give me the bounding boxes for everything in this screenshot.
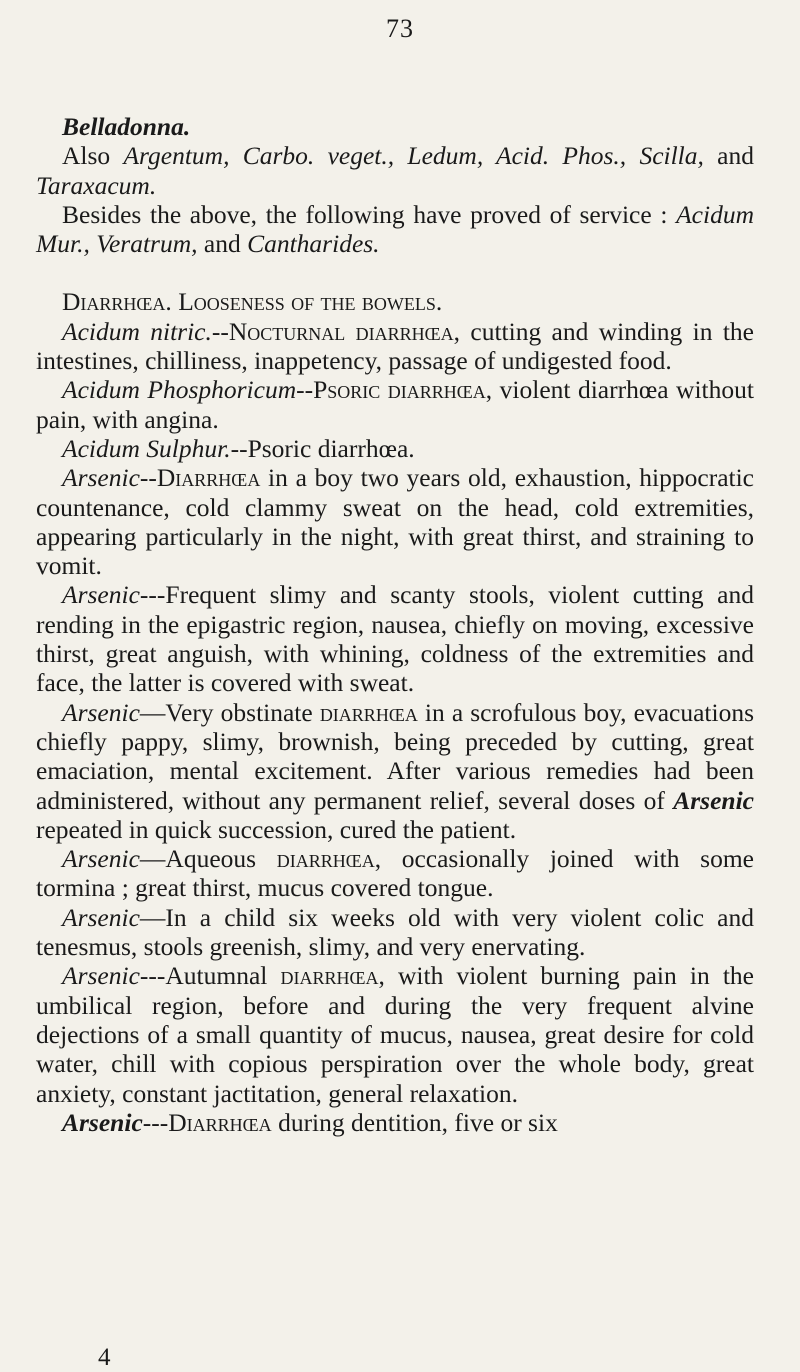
remedy-name: Arsenic bbox=[62, 580, 140, 610]
paragraph-besides bbox=[36, 200, 754, 259]
paragraph-arsenic-5 bbox=[36, 903, 754, 962]
body-text bbox=[36, 112, 754, 1137]
remedy-name: Arsenic bbox=[62, 1107, 143, 1137]
paragraph-text: in a scrofulous boy, evacuations chiefly pappy, slimy, brownish, being preceded by cutting, great emaciation, mental excitement. After various remedies had been administered, without any permanent relief, several doses of bbox=[36, 697, 754, 815]
remedy-name: Acidum Sulphur. bbox=[62, 433, 231, 463]
paragraph-text: Besides the above, the following have proved of service : bbox=[62, 199, 677, 229]
paragraph-text: Also bbox=[62, 141, 124, 171]
paragraph-arsenic-6 bbox=[36, 961, 754, 1107]
remedy-name: Acidum Phosphoricum bbox=[62, 375, 297, 405]
remedy-name: Taraxacum. bbox=[36, 170, 157, 200]
signature-mark: 4 bbox=[98, 1344, 111, 1371]
remedy-name: Arsenic bbox=[673, 785, 754, 815]
dash: — bbox=[139, 902, 166, 932]
dash: — bbox=[139, 844, 166, 874]
paragraph-text: cutting and winding in the intestines, chilliness, inappetency, passage of undigested food. bbox=[36, 316, 755, 376]
dash: --- bbox=[139, 580, 166, 610]
paragraph-text: repeated in quick succession, cured the patient. bbox=[36, 814, 517, 844]
remedy-name: Cantharides. bbox=[247, 229, 380, 259]
paragraph-acidum-sulphur bbox=[36, 434, 754, 463]
dash: -- bbox=[296, 375, 314, 405]
paragraph-text: and bbox=[197, 229, 248, 259]
remedy-name: Arsenic bbox=[62, 902, 140, 932]
dash: --- bbox=[142, 1107, 169, 1137]
paragraph-text: during dentition, five or six bbox=[271, 1107, 558, 1137]
dash: --- bbox=[139, 961, 166, 991]
dash: -- bbox=[230, 433, 248, 463]
paragraph-text: violent diarrhœa without pain, with angina. bbox=[36, 375, 754, 434]
paragraph-arsenic-2 bbox=[36, 580, 754, 697]
dash: — bbox=[139, 697, 166, 727]
paragraph-text: Frequent slimy and scanty stools, violent cutting and rending in the epigastric region, nausea, chiefly on moving, excessive thirst, great anguish, with whining, coldness of the extremities and face, the latter is covered with sweat. bbox=[36, 580, 754, 698]
paragraph-text: Autumnal bbox=[165, 961, 281, 991]
symptom-label: diarrhœa, bbox=[280, 961, 385, 991]
paragraph-text: Aqueous bbox=[165, 844, 277, 874]
section-title: Diarrhœa. bbox=[62, 287, 172, 317]
paragraph-text: Psoric diarrhœa. bbox=[247, 433, 415, 463]
paragraph-text: with violent burning pain in the umbilical region, before and during the very frequent alvine dejections of a small quantity of mucus, nausea, great desire for cold water, chill with copious perspiration over the whole body, great anxiety, constant jactitation, general relaxation. bbox=[36, 961, 754, 1108]
remedy-name: Acidum nitric. bbox=[62, 316, 212, 346]
symptom-label: Diarrhœa bbox=[156, 463, 261, 493]
paragraph-text: in a boy two years old, exhaustion, hippocratic countenance, cold clammy sweat on the head, cold extremities, appearing particularly in the night, with great thirst, and straining to vomit. bbox=[36, 463, 754, 581]
paragraph-arsenic-4 bbox=[36, 844, 754, 903]
symptom-label: diarrhœa bbox=[319, 697, 418, 727]
symptom-label: Diarrhœa bbox=[168, 1107, 272, 1137]
section-heading bbox=[36, 287, 754, 316]
remedy-name: Belladonna. bbox=[62, 112, 191, 141]
paragraph-text: In a child six weeks old with very violent colic and tenesmus, stools greenish, slimy, and very enervating. bbox=[36, 902, 754, 962]
page-number: 73 bbox=[386, 14, 414, 43]
symptom-label: Nocturnal diarrhœa, bbox=[228, 316, 461, 346]
paragraph-arsenic-7 bbox=[36, 1108, 754, 1137]
paragraph-text: and bbox=[703, 141, 754, 171]
remedy-name: Arsenic bbox=[62, 697, 140, 727]
section-subtitle: Looseness of the bowels. bbox=[178, 287, 443, 317]
paragraph-text: Very obstinate bbox=[165, 697, 320, 727]
symptom-label: diarrhœa, bbox=[276, 844, 382, 874]
remedy-name: Scilla, bbox=[639, 141, 704, 171]
remedy-name: Acidum Mur., Veratrum, bbox=[36, 199, 754, 259]
paragraph-belladonna bbox=[36, 112, 754, 141]
remedy-name: Argentum, Carbo. veget., Ledum, Acid. Phos., bbox=[123, 141, 627, 171]
dash: -- bbox=[139, 463, 157, 493]
paragraph-arsenic-1 bbox=[36, 463, 754, 580]
paragraph-also-remedies bbox=[36, 141, 754, 200]
dash: -- bbox=[211, 316, 229, 346]
remedy-name: Arsenic bbox=[62, 844, 140, 874]
symptom-label: Psoric diarrhœa, bbox=[313, 375, 493, 405]
paragraph-acidum-phosphoricum bbox=[36, 375, 754, 434]
paragraph-text: occasionally joined with some tormina ; great thirst, mucus covered tongue. bbox=[36, 844, 754, 903]
paragraph-arsenic-3 bbox=[36, 698, 754, 844]
paragraph-acidum-nitric bbox=[36, 317, 754, 376]
remedy-name: Arsenic bbox=[62, 961, 140, 991]
remedy-name: Arsenic bbox=[62, 463, 140, 493]
